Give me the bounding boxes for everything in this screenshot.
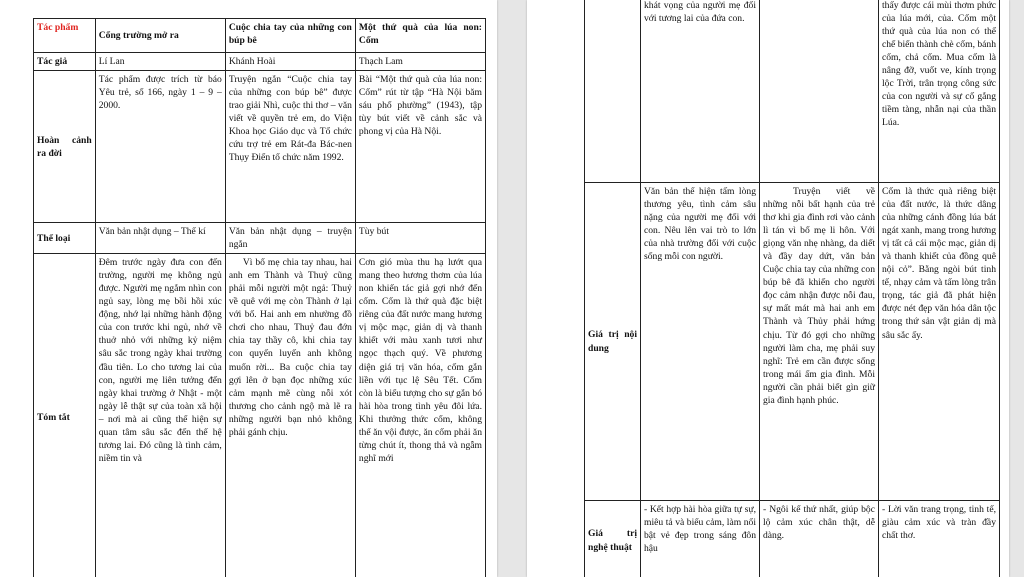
cell-context-2: Truyện ngắn “Cuộc chia tay của những con búp bê” được trao giải Nhì, cuộc thi thơ – văn viết về quyền trẻ em, do Viện Khoa học Giáo dục và Tổ chức cứu trợ trẻ em Rát-đa Bác-nen Thụy Điển tổ chức năm 1992. [225, 71, 355, 223]
cell-content-value-2: Truyện viết về những nỗi bất hạnh của trẻ thơ khi gia đình rơi vào cảnh lì tán vì bố mẹ li hôn. Với giọng văn nhẹ nhàng, da diết và đầy day dứt, văn bản Cuộc chia tay của những con búp bê đã khiến cho người đọc cảm nhận được nỗi đau, sự mất mát mà hai anh em Thành và Thủy phải hứng chịu. Từ đó gợi cho những người làm cha, mẹ phải suy nghĩ: Trẻ em cần được sống trong mái ấm gia đình. Mỗi người cần phải biết gìn giữ gia đình hạnh phúc. [760, 183, 879, 501]
cell-summary-1: Đêm trước ngày đưa con đến trường, người mẹ không ngủ được. Người mẹ ngắm nhìn con ngủ say, lòng mẹ bồi hồi xúc động, nhớ lại những hành động của con trước khi ngủ, nhớ về thuở nhỏ với những kỷ niệm sâu sắc trong ngày khai trường đầu tiên. Lo cho tương lai của con, người mẹ liên tưởng đến ngày khai trường ở Nhật - một ngày lễ thật sự của toàn xã hội – nơi mà ai cũng thể hiện sự quan tâm sâu sắc đến thế hệ tương lai. Đó cũng là tình cảm, niềm tin và [95, 254, 225, 577]
row-label-context: Hoàn cảnh ra đời [34, 71, 96, 223]
cell-author-2: Khánh Hoài [225, 53, 355, 71]
row-label-art-value: Giá trị nghệ thuật [585, 501, 641, 577]
table-row-summary [34, 254, 486, 577]
cell-continued-label [585, 0, 641, 183]
cell-genre-1: Văn bản nhật dụng – Thể kí [95, 223, 225, 254]
table-row-content-value [585, 183, 1000, 501]
comparison-table-left [33, 18, 486, 577]
cell-art-value-3: - Lời văn trang trọng, tinh tế, giàu cảm xúc và tràn đầy chất thơ. [879, 501, 1000, 577]
cell-context-3: Bài “Một thứ quà của lúa non: Cốm” rút từ tập “Hà Nội băm sáu phố phường” (1943), tập tùy bút viết về cảnh sắc và phong vị của Hà Nội. [355, 71, 485, 223]
cell-art-value-2: - Ngôi kể thứ nhất, giúp bộc lộ cảm xúc chân thật, dễ dàng. [760, 501, 879, 577]
document-page-right [527, 0, 1009, 577]
row-label-genre: Thể loại [34, 223, 96, 254]
header-cell-cuoc-chia-tay: Cuộc chia tay của những con búp bê [225, 19, 355, 53]
row-label-summary: Tóm tắt [34, 254, 96, 577]
cell-author-1: Lí Lan [95, 53, 225, 71]
table-row-context [34, 71, 486, 223]
table-header-row [34, 19, 486, 53]
cell-summary-3: Cơn gió mùa thu hạ lướt qua mang theo hương thơm của lúa non khiến tác giả gợi nhớ đến cốm. Cốm là thứ quà đặc biệt riêng của đất nước mang hương vị mộc mạc, giản dị và thanh khiết với màu xanh tươi như ngọc thạch quý. Về phương diện giá trị văn hóa, cốm gắn liền với tục lệ Sêu Tết. Cốm còn là biểu tượng cho sự gắn bó hài hòa trong tình yêu đôi lứa. Khi thưởng thức cốm, không thể ăn vội được, ăn cốm phải ăn từng chút ít, thong thả và ngẫm nghĩ mới [355, 254, 485, 577]
cell-author-3: Thạch Lam [355, 53, 485, 71]
document-page-left [0, 0, 497, 577]
cell-genre-2: Văn bản nhật dụng – truyện ngắn [225, 223, 355, 254]
page-gap [505, 0, 517, 577]
table-row-author [34, 53, 486, 71]
row-label-content-value: Giá trị nội dung [585, 183, 641, 501]
comparison-table-right [584, 0, 1000, 577]
cell-content-value-1: Văn bản thể hiện tấm lòng thương yêu, tình cảm sâu nặng của người mẹ đối với con. Nêu lên vai trò to lớn của nhà trường đối với cuộc sống mỗi con người. [641, 183, 760, 501]
header-cell-work: Tác phẩm [34, 19, 96, 53]
table-row-genre [34, 223, 486, 254]
cell-context-1: Tác phẩm được trích từ báo Yêu trẻ, số 166, ngày 1 – 9 – 2000. [95, 71, 225, 223]
cell-continued-1: khát vọng của người mẹ đối với tương lai của đứa con. [641, 0, 760, 183]
table-row-art-value [585, 501, 1000, 577]
cell-content-value-3: Cốm là thức quà riêng biệt của đất nước, là thức dâng của những cánh đồng lúa bát ngát xanh, mang trong hương vị tất cả cái mộc mạc, giản dị và thanh khiết của đồng quê nội cỏ”. Bằng ngòi bút tinh tế, nhạy cảm và tấm lòng trân trọng, tác giả đã phát hiện được nét đẹp văn hóa dân tộc trong thứ sản vật giản dị mà sâu sắc ấy. [879, 183, 1000, 501]
row-label-author: Tác giả [34, 53, 96, 71]
header-cell-cong-truong: Cổng trường mở ra [95, 19, 225, 53]
cell-continued-3: thấy được cái mùi thơm phức của lúa mới, của. Cốm một thứ quà của lúa non có thể chế biến thành chè cốm, bánh cốm, chả cốm. Mua cốm là nâng đỡ, vuốt ve, kính trọng lộc Trời, trân trọng công sức của con người và sự cố gắng tiềm tàng, nhẫn nại của thần Lúa. [879, 0, 1000, 183]
cell-genre-3: Tùy bút [355, 223, 485, 254]
header-cell-com: Một thứ quà của lúa non: Cốm [355, 19, 485, 53]
cell-art-value-1: - Kết hợp hài hòa giữa tự sự, miêu tả và biểu cảm, làm nổi bật vẻ đẹp trong sáng đôn hậu [641, 501, 760, 577]
cell-continued-2 [760, 0, 879, 183]
table-row-continued [585, 0, 1000, 183]
cell-summary-2: Vì bố mẹ chia tay nhau, hai anh em Thành và Thuỷ cũng phải mỗi người một ngả: Thuỷ về quê với mẹ còn Thành ở lại với bố. Hai anh em nhường đồ chơi cho nhau, Thuỷ đau đớn chia tay thầy cô, khi chia tay con quyến luyến anh không muốn rời... Ba cuộc chia tay gợi lên ở bạn đọc những xúc cảm mạnh mẽ cùng nỗi xót thương cho cảnh ngộ mà lẽ ra những người bạn nhỏ không phải gánh chịu. [225, 254, 355, 577]
